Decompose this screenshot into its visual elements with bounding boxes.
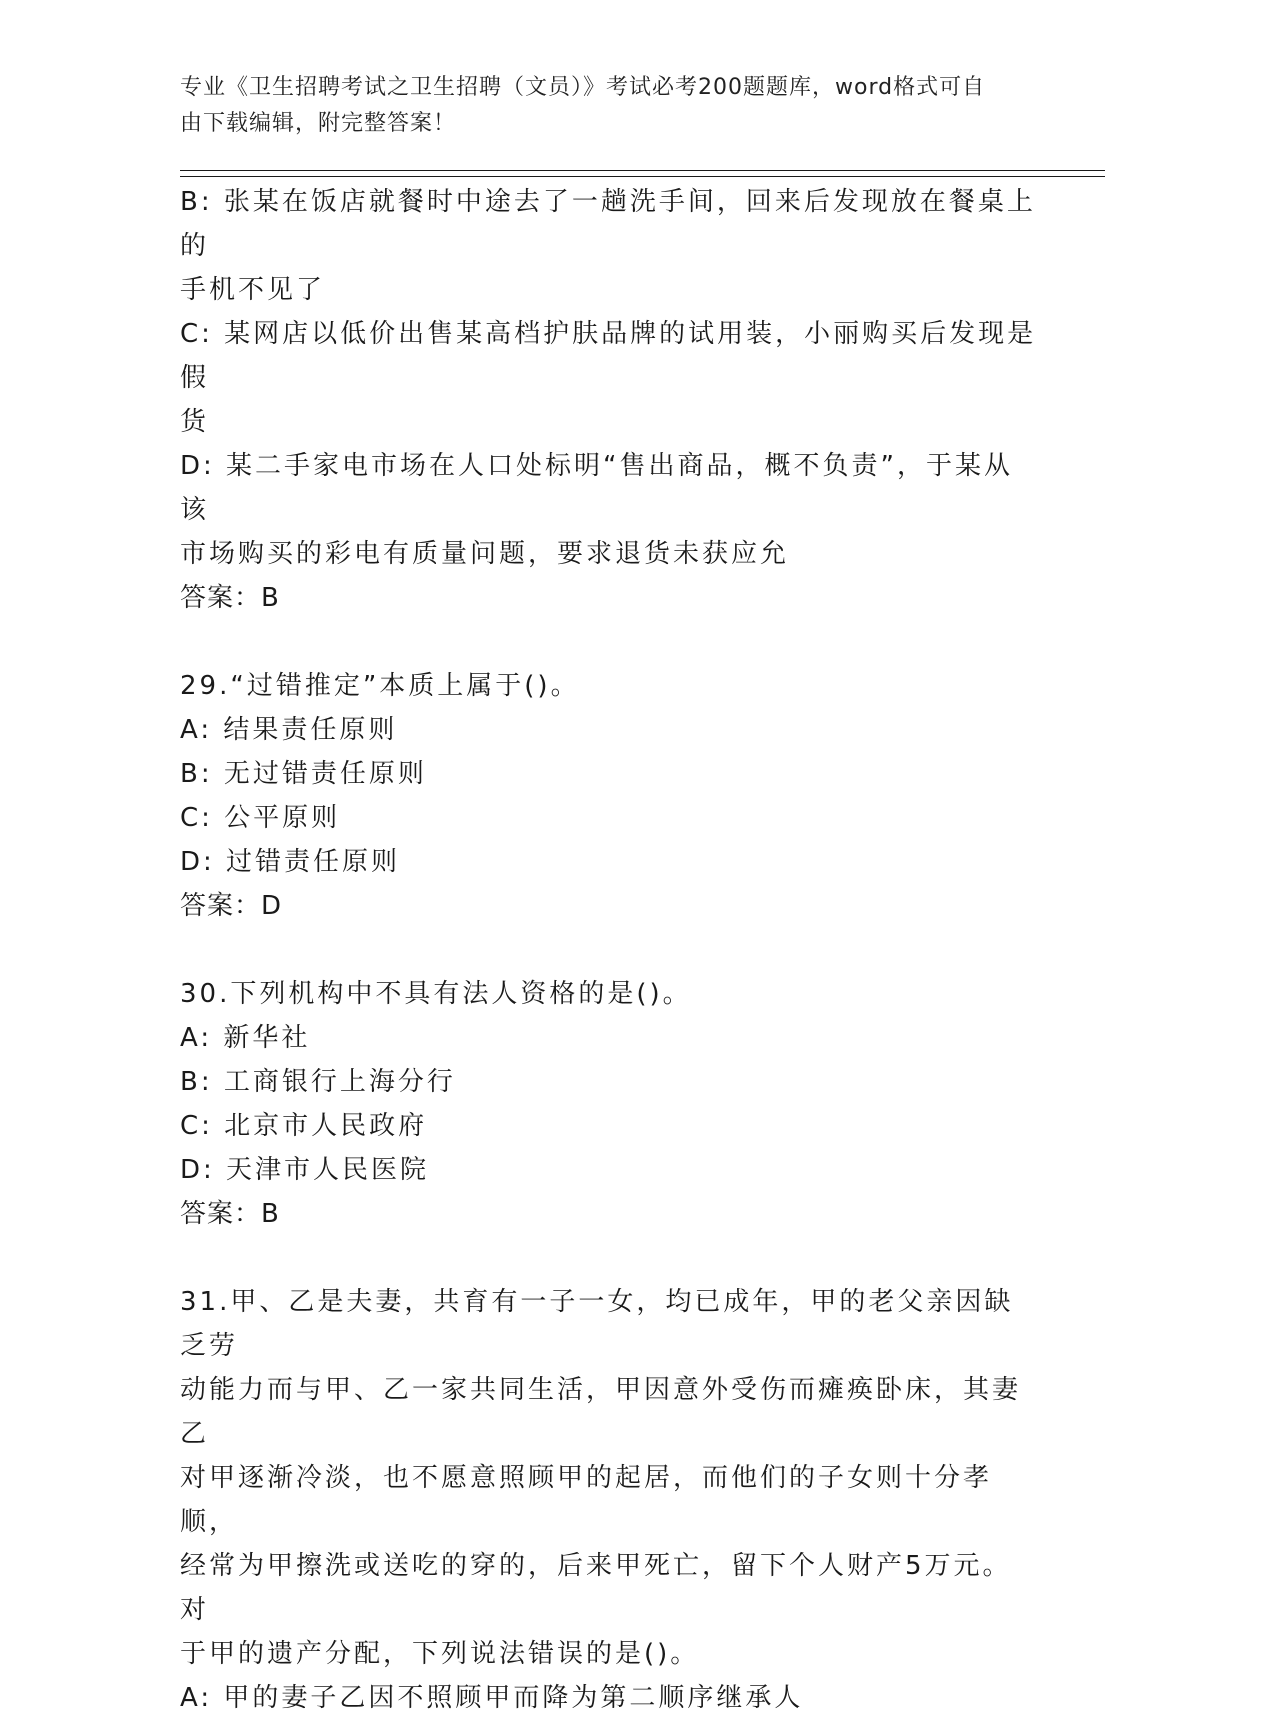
q29-option-a: A: 结果责任原则 — [180, 715, 398, 745]
q28-option-b-cont: 手机不见了 — [180, 275, 326, 305]
spacer — [180, 620, 1040, 664]
q29-answer: 答案：D — [180, 891, 283, 921]
q28-option-b: B: 张某在饭店就餐时中途去了一趟洗手间，回来后发现放在餐桌上的 — [180, 187, 1036, 261]
header-title-line-2: 由下载编辑，附完整答案！ — [180, 111, 457, 136]
header-title-line-1: 专业《卫生招聘考试之卫生招聘（文员）》考试必考200题题库，word格式可自 — [180, 75, 986, 100]
question-content — [180, 180, 1040, 1720]
spacer — [180, 1236, 1040, 1280]
q29-question: 29.“过错推定”本质上属于()。 — [180, 671, 580, 701]
q31-question-line-4: 经常为甲擦洗或送吃的穿的，后来甲死亡，留下个人财产5万元。对 — [180, 1551, 1012, 1625]
q28-option-d-cont: 市场购买的彩电有质量问题，要求退货未获应允 — [180, 539, 790, 569]
q30-option-d: D: 天津市人民医院 — [180, 1155, 430, 1185]
q30-question: 30.下列机构中不具有法人资格的是()。 — [180, 979, 692, 1009]
q29-option-d: D: 过错责任原则 — [180, 847, 401, 877]
q31-question-line-2: 动能力而与甲、乙一家共同生活，甲因意外受伤而瘫痪卧床，其妻乙 — [180, 1375, 1022, 1449]
q28-option-d: D: 某二手家电市场在人口处标明“售出商品，概不负责”，于某从该 — [180, 451, 1013, 525]
q30-option-b: B: 工商银行上海分行 — [180, 1067, 456, 1097]
q31-question-line-5: 于甲的遗产分配，下列说法错误的是()。 — [180, 1639, 700, 1669]
q31-question-line-3: 对甲逐渐冷淡，也不愿意照顾甲的起居，而他们的子女则十分孝顺， — [180, 1463, 993, 1537]
question-29-block — [180, 664, 1040, 928]
q28-answer: 答案：B — [180, 583, 280, 613]
header-divider — [180, 170, 1105, 177]
q28-option-c-cont: 货 — [180, 407, 210, 437]
q30-answer: 答案：B — [180, 1199, 280, 1229]
spacer — [180, 928, 1040, 972]
q30-option-a: A: 新华社 — [180, 1023, 311, 1053]
document-header — [180, 70, 1040, 142]
question-28-block — [180, 180, 1040, 620]
q29-option-b: B: 无过错责任原则 — [180, 759, 427, 789]
q31-question-line-1: 31.甲、乙是夫妻，共育有一子一女，均已成年，甲的老父亲因缺乏劳 — [180, 1287, 1014, 1361]
q31-option-a: A: 甲的妻子乙因不照顾甲而降为第二顺序继承人 — [180, 1683, 804, 1713]
q28-option-c: C: 某网店以低价出售某高档护肤品牌的试用装，小丽购买后发现是假 — [180, 319, 1037, 393]
question-30-block — [180, 972, 1040, 1236]
q29-option-c: C: 公平原则 — [180, 803, 341, 833]
q30-option-c: C: 北京市人民政府 — [180, 1111, 428, 1141]
question-31-block — [180, 1280, 1040, 1720]
